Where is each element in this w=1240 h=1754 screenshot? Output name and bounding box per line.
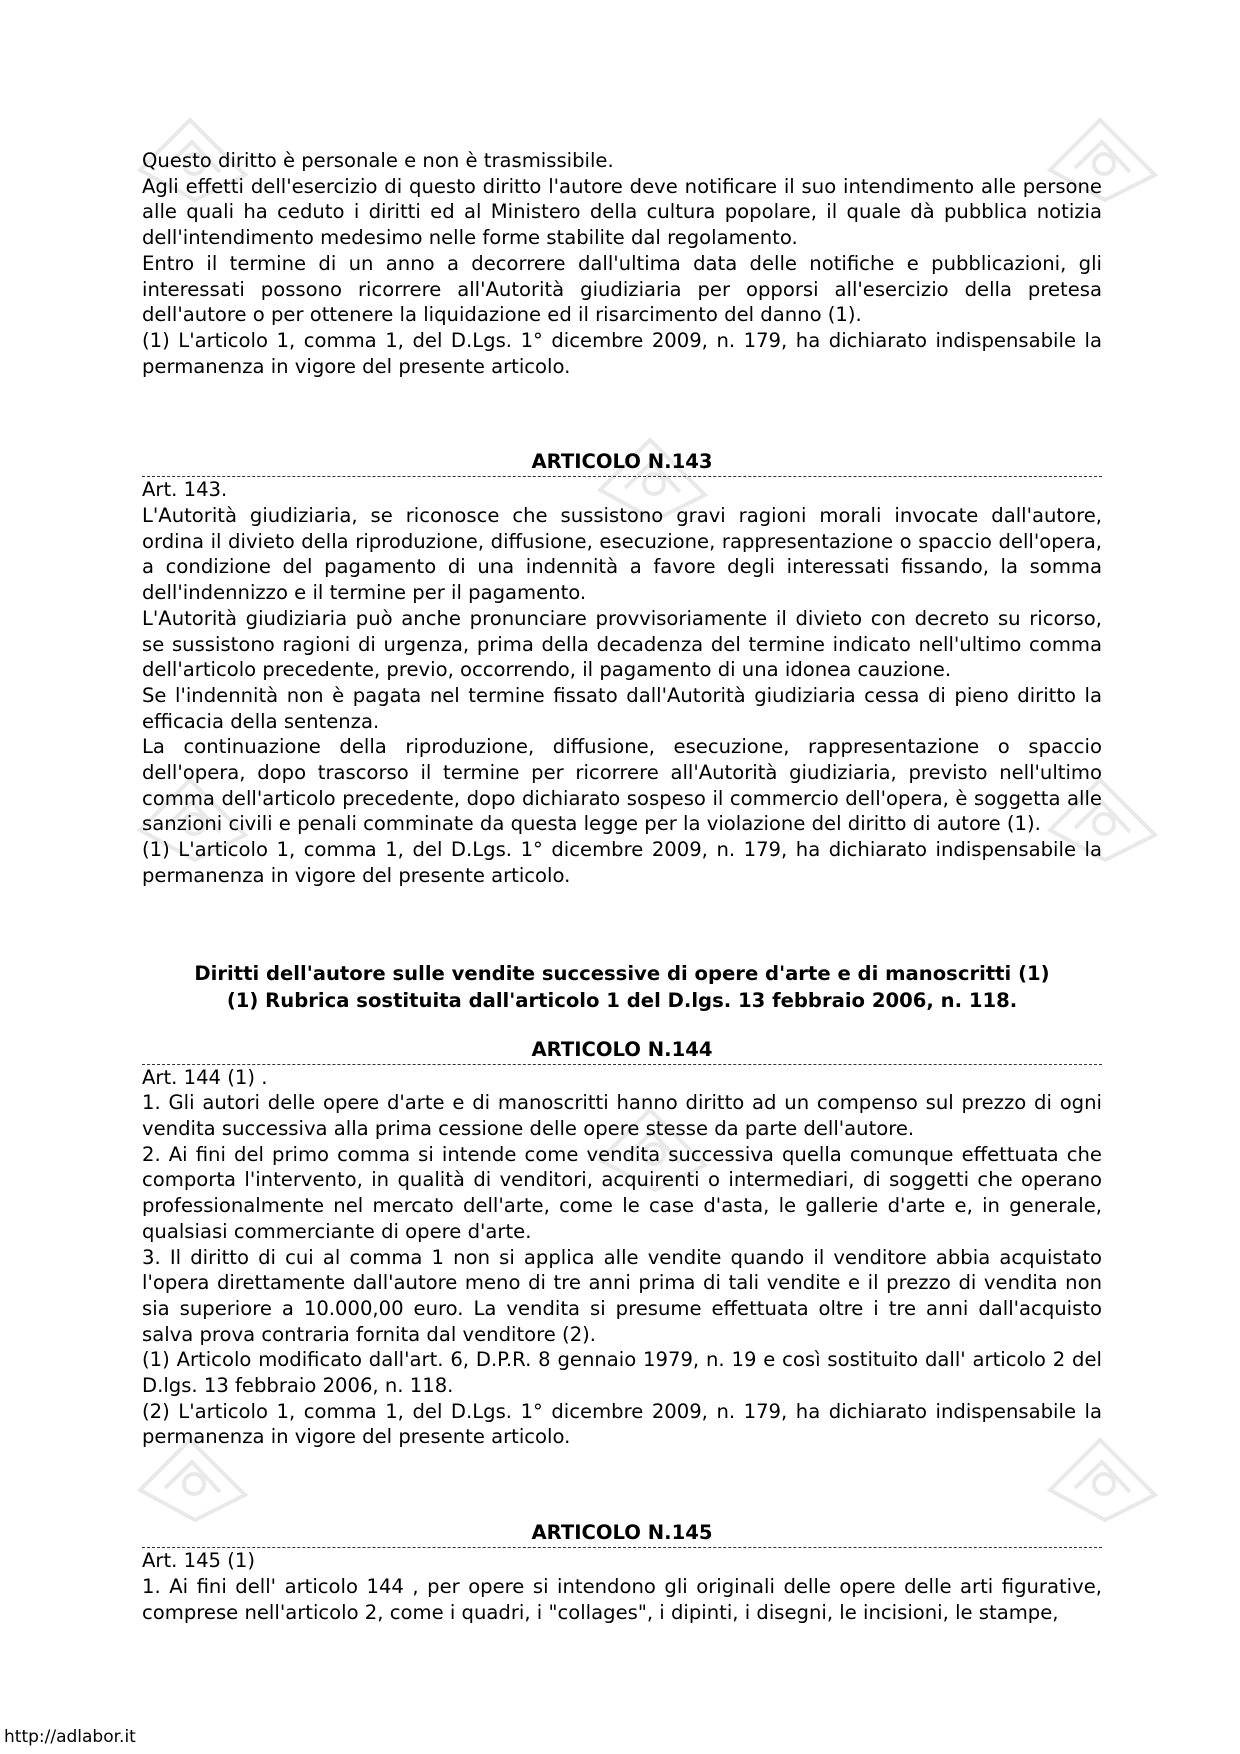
article-145-heading: ARTICOLO N.145: [142, 1521, 1102, 1548]
footer-url: http://adlabor.it: [4, 1727, 136, 1747]
article-143-heading: ARTICOLO N.143: [142, 450, 1102, 477]
article-143-paragraph: La continuazione della riproduzione, diffusione, esecuzione, rappresentazione o spaccio dell'opera, dopo trascorso il termine per ricorrere all'Autorità giudiziaria, previsto nell'ultimo comma dell'articolo precedente, dopo dichiarato sospeso il commercio dell'opera, è soggetta alle sanzioni civili e penali comminate da questa legge per la violazione del diritto di autore (1).: [142, 735, 1102, 836]
article-144-paragraph: 1. Gli autori delle opere d'arte e di manoscritti hanno diritto ad un compenso sul prezzo di ogni vendita successiva alla prima cessione delle opere stesse da parte dell'autore.: [142, 1091, 1102, 1140]
section-subtitle: (1) Rubrica sostituita dall'articolo 1 del D.lgs. 13 febbraio 2006, n. 118.: [226, 988, 1018, 1012]
article-143-paragraph: L'Autorità giudiziaria, se riconosce che sussistono gravi ragioni morali invocate dall'autore, ordina il divieto della riproduzione, diffusione, esecuzione, rappresentazione o spaccio dell'opera, a condizione del pagamento di una indennità a favore degli interessati fissando, la somma dell'indennizzo e il termine per il pagamento.: [142, 504, 1102, 605]
article-143-paragraph: Se l'indennità non è pagata nel termine fissato dall'Autorità giudiziaria cessa di pieno diritto la efficacia della sentenza.: [142, 683, 1102, 733]
article-144-footnote: (1) Articolo modificato dall'art. 6, D.P.R. 8 gennaio 1979, n. 19 e così sostituito dall' articolo 2 del D.lgs. 13 febbraio 2006, n. 118.: [142, 1348, 1102, 1398]
article-145-paragraph: 1. Ai fini dell' articolo 144 , per opere si intendono gli originali delle opere delle arti figurative, comprese nell'articolo 2, come i quadri, i "collages", i dipinti, i disegni, le incisioni, le stampe,: [142, 1574, 1102, 1624]
section-title: Diritti dell'autore sulle vendite successive di opere d'arte e di manoscritti (1): [194, 961, 1050, 985]
intro-paragraph: Questo diritto è personale e non è trasmissibile.: [142, 149, 614, 172]
document-body: [142, 148, 1102, 1625]
article-143-paragraph: L'Autorità giudiziaria può anche pronunciare provvisoriamente il divieto con decreto su ricorso, se sussistono ragioni di urgenza, prima della decadenza del termine indicato nell'ultimo comma dell'articolo precedente, previo, occorrendo, il pagamento di una idonea cauzione.: [142, 606, 1102, 682]
intro-paragraph: Agli effetti dell'esercizio di questo diritto l'autore deve notificare il suo intendimento alle persone alle quali ha ceduto i diritti ed al Ministero della cultura popolare, il quale dà pubblica notizia dell'intendimento medesimo nelle forme stabilite dal regolamento.: [142, 174, 1102, 250]
article-145-label: Art. 145 (1): [142, 1549, 255, 1573]
article-143-label: Art. 143.: [142, 478, 228, 502]
intro-paragraph: Entro il termine di un anno a decorrere dall'ultima data delle notifiche e pubblicazioni, gli interessati possono ricorrere all'Autorità giudiziaria per opporsi all'esercizio della pretesa dell'autore o per ottenere la liquidazione ed il risarcimento del danno (1).: [142, 251, 1102, 327]
article-144-heading: ARTICOLO N.144: [142, 1038, 1102, 1065]
intro-footnote: (1) L'articolo 1, comma 1, del D.Lgs. 1° dicembre 2009, n. 179, ha dichiarato indispensabile la permanenza in vigore del presente articolo.: [142, 328, 1102, 378]
article-144-paragraph: 3. Il diritto di cui al comma 1 non si applica alle vendite quando il venditore abbia acquistato l'opera direttamente dall'autore meno di tre anni prima di tali vendite e il prezzo di vendita non sia superiore a 10.000,00 euro. La vendita si presume effettuata oltre i tre anni dall'acquisto salva prova contraria fornita dal venditore (2).: [142, 1245, 1102, 1346]
article-143-footnote: (1) L'articolo 1, comma 1, del D.Lgs. 1° dicembre 2009, n. 179, ha dichiarato indispensabile la permanenza in vigore del presente articolo.: [142, 838, 1102, 887]
article-144-paragraph: 2. Ai fini del primo comma si intende come vendita successiva quella comunque effettuata che comporta l'intervento, in qualità di venditori, acquirenti o intermediari, di soggetti che operano professionalmente nel mercato dell'arte, come le case d'asta, le gallerie d'arte e, in generale, qualsiasi commerciante di opere d'arte.: [142, 1142, 1102, 1243]
article-144-label: Art. 144 (1) .: [142, 1065, 268, 1089]
article-144-footnote: (2) L'articolo 1, comma 1, del D.Lgs. 1° dicembre 2009, n. 179, ha dichiarato indispensabile la permanenza in vigore del presente articolo.: [142, 1399, 1102, 1449]
